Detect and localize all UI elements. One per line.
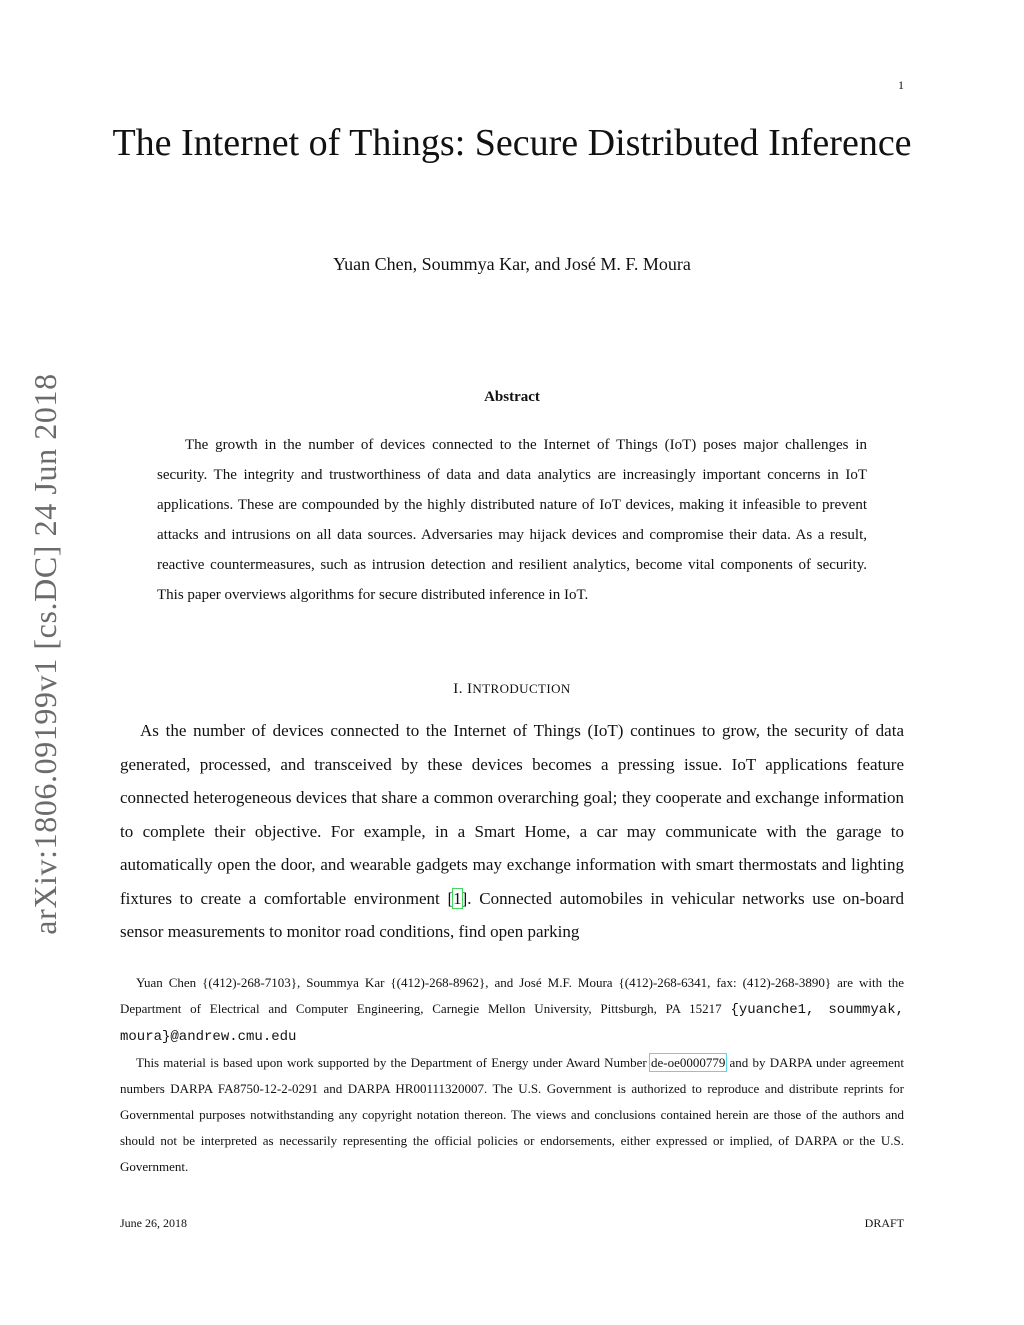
footer-draft-label: DRAFT bbox=[864, 1216, 904, 1230]
footnote-affiliation bbox=[120, 970, 904, 1050]
affiliation-text: Yuan Chen {(412)-268-7103}, Soummya Kar {(412)-268-8962}, and José M.F. Moura {(412)-268-6341, fax: (412)-268-3890} are with the Department of Electrical and Computer Engineering, Carnegie Mellon University, Pittsburgh, PA 15217 bbox=[120, 975, 904, 1016]
author-list: Yuan Chen, Soummya Kar, and José M. F. Moura bbox=[333, 254, 691, 274]
abstract-text: The growth in the number of devices connected to the Internet of Things (IoT) poses major challenges in security. The integrity and trustworthiness of data and data analytics are increasingly important concerns in IoT applications. These are compounded by the highly distributed nature of IoT devices, making it infeasible to prevent attacks and intrusions on all data sources. Adversaries may hijack devices and compromise their data. As a result, reactive countermeasures, such as intrusion detection and resilient analytics, become vital components of security. This paper overviews algorithms for secure distributed inference in IoT. bbox=[157, 437, 867, 603]
footer-date: June 26, 2018 bbox=[120, 1216, 187, 1230]
section-title-initial: I bbox=[467, 681, 473, 697]
author-emails: {yuanche1, soummyak, moura}@andrew.cmu.edu bbox=[120, 1002, 905, 1045]
paper-title: The Internet of Things: Secure Distributed Inference bbox=[112, 122, 912, 164]
section-title-rest: NTRODUCTION bbox=[472, 681, 571, 696]
page-number: 1 bbox=[898, 78, 904, 92]
citation-link-1[interactable]: 1 bbox=[453, 888, 462, 908]
introduction-paragraph bbox=[120, 714, 904, 949]
abstract-heading: Abstract bbox=[484, 389, 540, 405]
funding-text-part-1: This material is based upon work supported by the Department of Energy under Award Number bbox=[136, 1055, 651, 1070]
arxiv-identifier-stamp[interactable]: arXiv:1806.09199v1 [cs.DC] 24 Jun 2018 bbox=[27, 373, 63, 935]
intro-text-part-1: As the number of devices connected to the Internet of Things (IoT) continues to grow, the security of data generated, processed, and transceived by these devices becomes a pressing issue. IoT applications feature connected heterogeneous devices that share a common overarching goal; they cooperate and exchange information to complete their objective. For example, in a Smart Home, a car may communicate with the garage to automatically open the door, and wearable gadgets may exchange information with smart thermostats and lighting fixtures to create a comfortable environment [ bbox=[120, 721, 904, 908]
funding-text-part-2: and by DARPA under agreement numbers DARPA FA8750-12-2-0291 and DARPA HR00111320007. The U.S. Government is authorized to reproduce and distribute reprints for Governmental purposes notwithstanding any copyright notation thereon. The views and conclusions contained herein are those of the authors and should not be interpreted as necessarily representing the official policies or endorsements, either expressed or implied, of DARPA or the U.S. Government. bbox=[120, 1055, 904, 1174]
section-heading-introduction bbox=[100, 681, 924, 698]
intro-text-part-2: ]. Connected automobiles in vehicular networks use on-board sensor measurements to monitor road conditions, find open parking bbox=[120, 888, 904, 941]
footnote-funding bbox=[120, 1050, 904, 1180]
section-numeral: I. bbox=[453, 681, 463, 697]
award-number-link[interactable]: de-oe0000779 bbox=[650, 1055, 726, 1070]
